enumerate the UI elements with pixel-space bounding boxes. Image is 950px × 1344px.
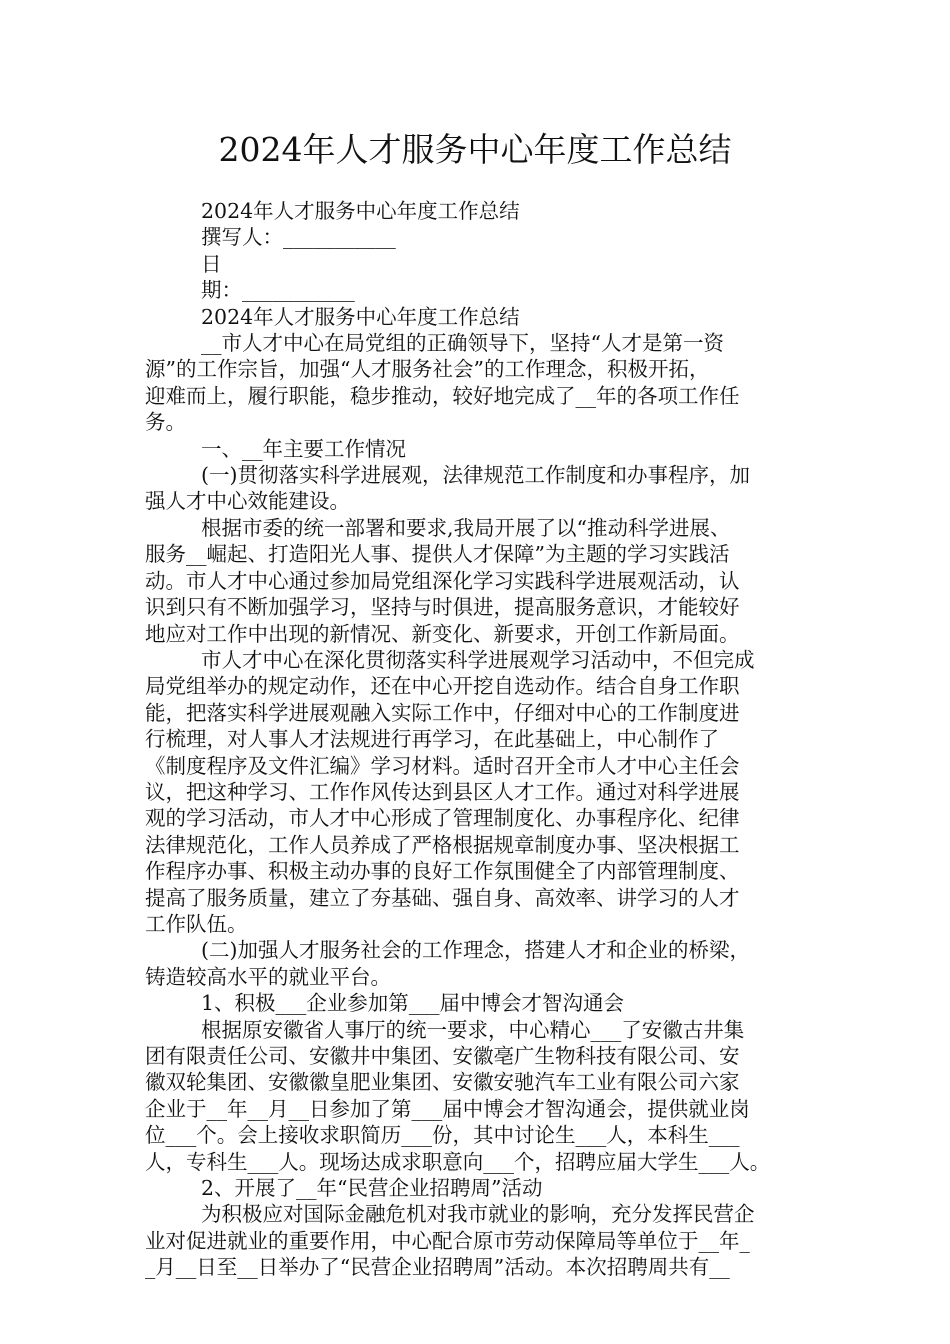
text-line: 2、开展了__年“民营企业招聘周”活动 [201, 1176, 543, 1201]
text-line: 迎难而上，履行职能，稳步推动，较好地完成了__年的各项工作任 [145, 383, 740, 408]
text-line: 《制度程序及文件汇编》学习材料。适时召开全市人才中心主任会 [145, 753, 740, 778]
document-title: 2024年人才服务中心年度工作总结 [218, 130, 732, 169]
text-line: 动。市人才中心通过参加局党组深化学习实践科学进展观活动，认 [145, 568, 740, 593]
text-line: 务。 [145, 410, 186, 435]
text-line: 议，把这种学习、工作作风传达到县区人才工作。通过对科学进展 [145, 779, 740, 804]
text-line: 行梳理，对人事人才法规进行再学习，在此基础上，中心制作了 [145, 727, 719, 752]
text-line: 位___个。会上接收求职简历___份，其中讨论生___人，本科生___ [145, 1123, 740, 1148]
text-line: 工作队伍。 [145, 911, 248, 936]
text-line: 强人才中心效能建设。 [145, 489, 350, 514]
text-line: 企业于__年__月__日参加了第___届中博会才智沟通会，提供就业岗 [145, 1096, 750, 1121]
text-line: 观的学习活动，市人才中心形成了管理制度化、办事程序化、纪律 [145, 806, 740, 831]
text-line: 能，把落实科学进展观融入实际工作中，仔细对中心的工作制度进 [145, 700, 740, 725]
text-line: 期：___________ [201, 278, 355, 303]
text-line: (二)加强人才服务社会的工作理念，搭建人才和企业的桥梁， [201, 938, 750, 963]
text-line: _月__日至__日举办了“民营企业招聘周”活动。本次招聘周共有__ [145, 1255, 730, 1280]
text-line: 市人才中心在深化贯彻落实科学进展观学习活动中，不但完成 [201, 647, 755, 672]
text-line: 局党组举办的规定动作，还在中心开挖自选动作。结合自身工作职 [145, 674, 740, 699]
text-line: 根据市委的统一部署和要求,我局开展了以“推动科学进展、 [201, 515, 731, 540]
text-line: 服务__崛起、打造阳光人事、提供人才保障”为主题的学习实践活 [145, 542, 730, 567]
text-line: 一、__年主要工作情况 [201, 436, 406, 461]
text-line: 源”的工作宗旨，加强“人才服务社会”的工作理念，积极开拓， [145, 357, 710, 382]
text-line: 根据原安徽省人事厅的统一要求，中心精心___了安徽古井集 [201, 1017, 745, 1042]
text-line: 2024年人才服务中心年度工作总结 [201, 304, 520, 329]
text-line: 日 [201, 251, 222, 276]
text-line: 撰写人：___________ [201, 225, 396, 250]
text-line: 业对促进就业的重要作用，中心配合原市劳动保障局等单位于__年_ [145, 1228, 750, 1253]
text-line: 铸造较高水平的就业平台。 [145, 964, 391, 989]
text-line: (一)贯彻落实科学进展观，法律规范工作制度和办事程序，加 [201, 463, 750, 488]
text-line: 提高了服务质量，建立了夯基础、强自身、高效率、讲学习的人才 [145, 885, 740, 910]
text-line: 团有限责任公司、安徽井中集团、安徽亳广生物科技有限公司、安 [145, 1044, 740, 1068]
text-line: 人，专科生___人。现场达成求职意向___个，招聘应届大学生___人。 [145, 1149, 771, 1174]
text-line: 1、积极___企业参加第___届中博会才智沟通会 [201, 991, 625, 1016]
text-line: 识到只有不断加强学习，坚持与时俱进，提高服务意识，才能较好 [145, 595, 740, 620]
document-body [145, 198, 820, 1281]
text-line: 作程序办事、积极主动办事的良好工作氛围健全了内部管理制度、 [145, 859, 740, 884]
text-line: 地应对工作中出现的新情况、新变化、新要求，开创工作新局面。 [145, 621, 740, 646]
text-line: 徽双轮集团、安徽徽皇肥业集团、安徽安驰汽车工业有限公司六家 [145, 1070, 740, 1095]
text-line: 2024年人才服务中心年度工作总结 [201, 199, 520, 223]
text-line: __市人才中心在局党组的正确领导下，坚持“人才是第一资 [201, 331, 724, 356]
text-line: 为积极应对国际金融危机对我市就业的影响，充分发挥民营企 [201, 1202, 755, 1227]
text-line: 法律规范化，工作人员养成了严格根据规章制度办事、坚决根据工 [145, 832, 740, 857]
